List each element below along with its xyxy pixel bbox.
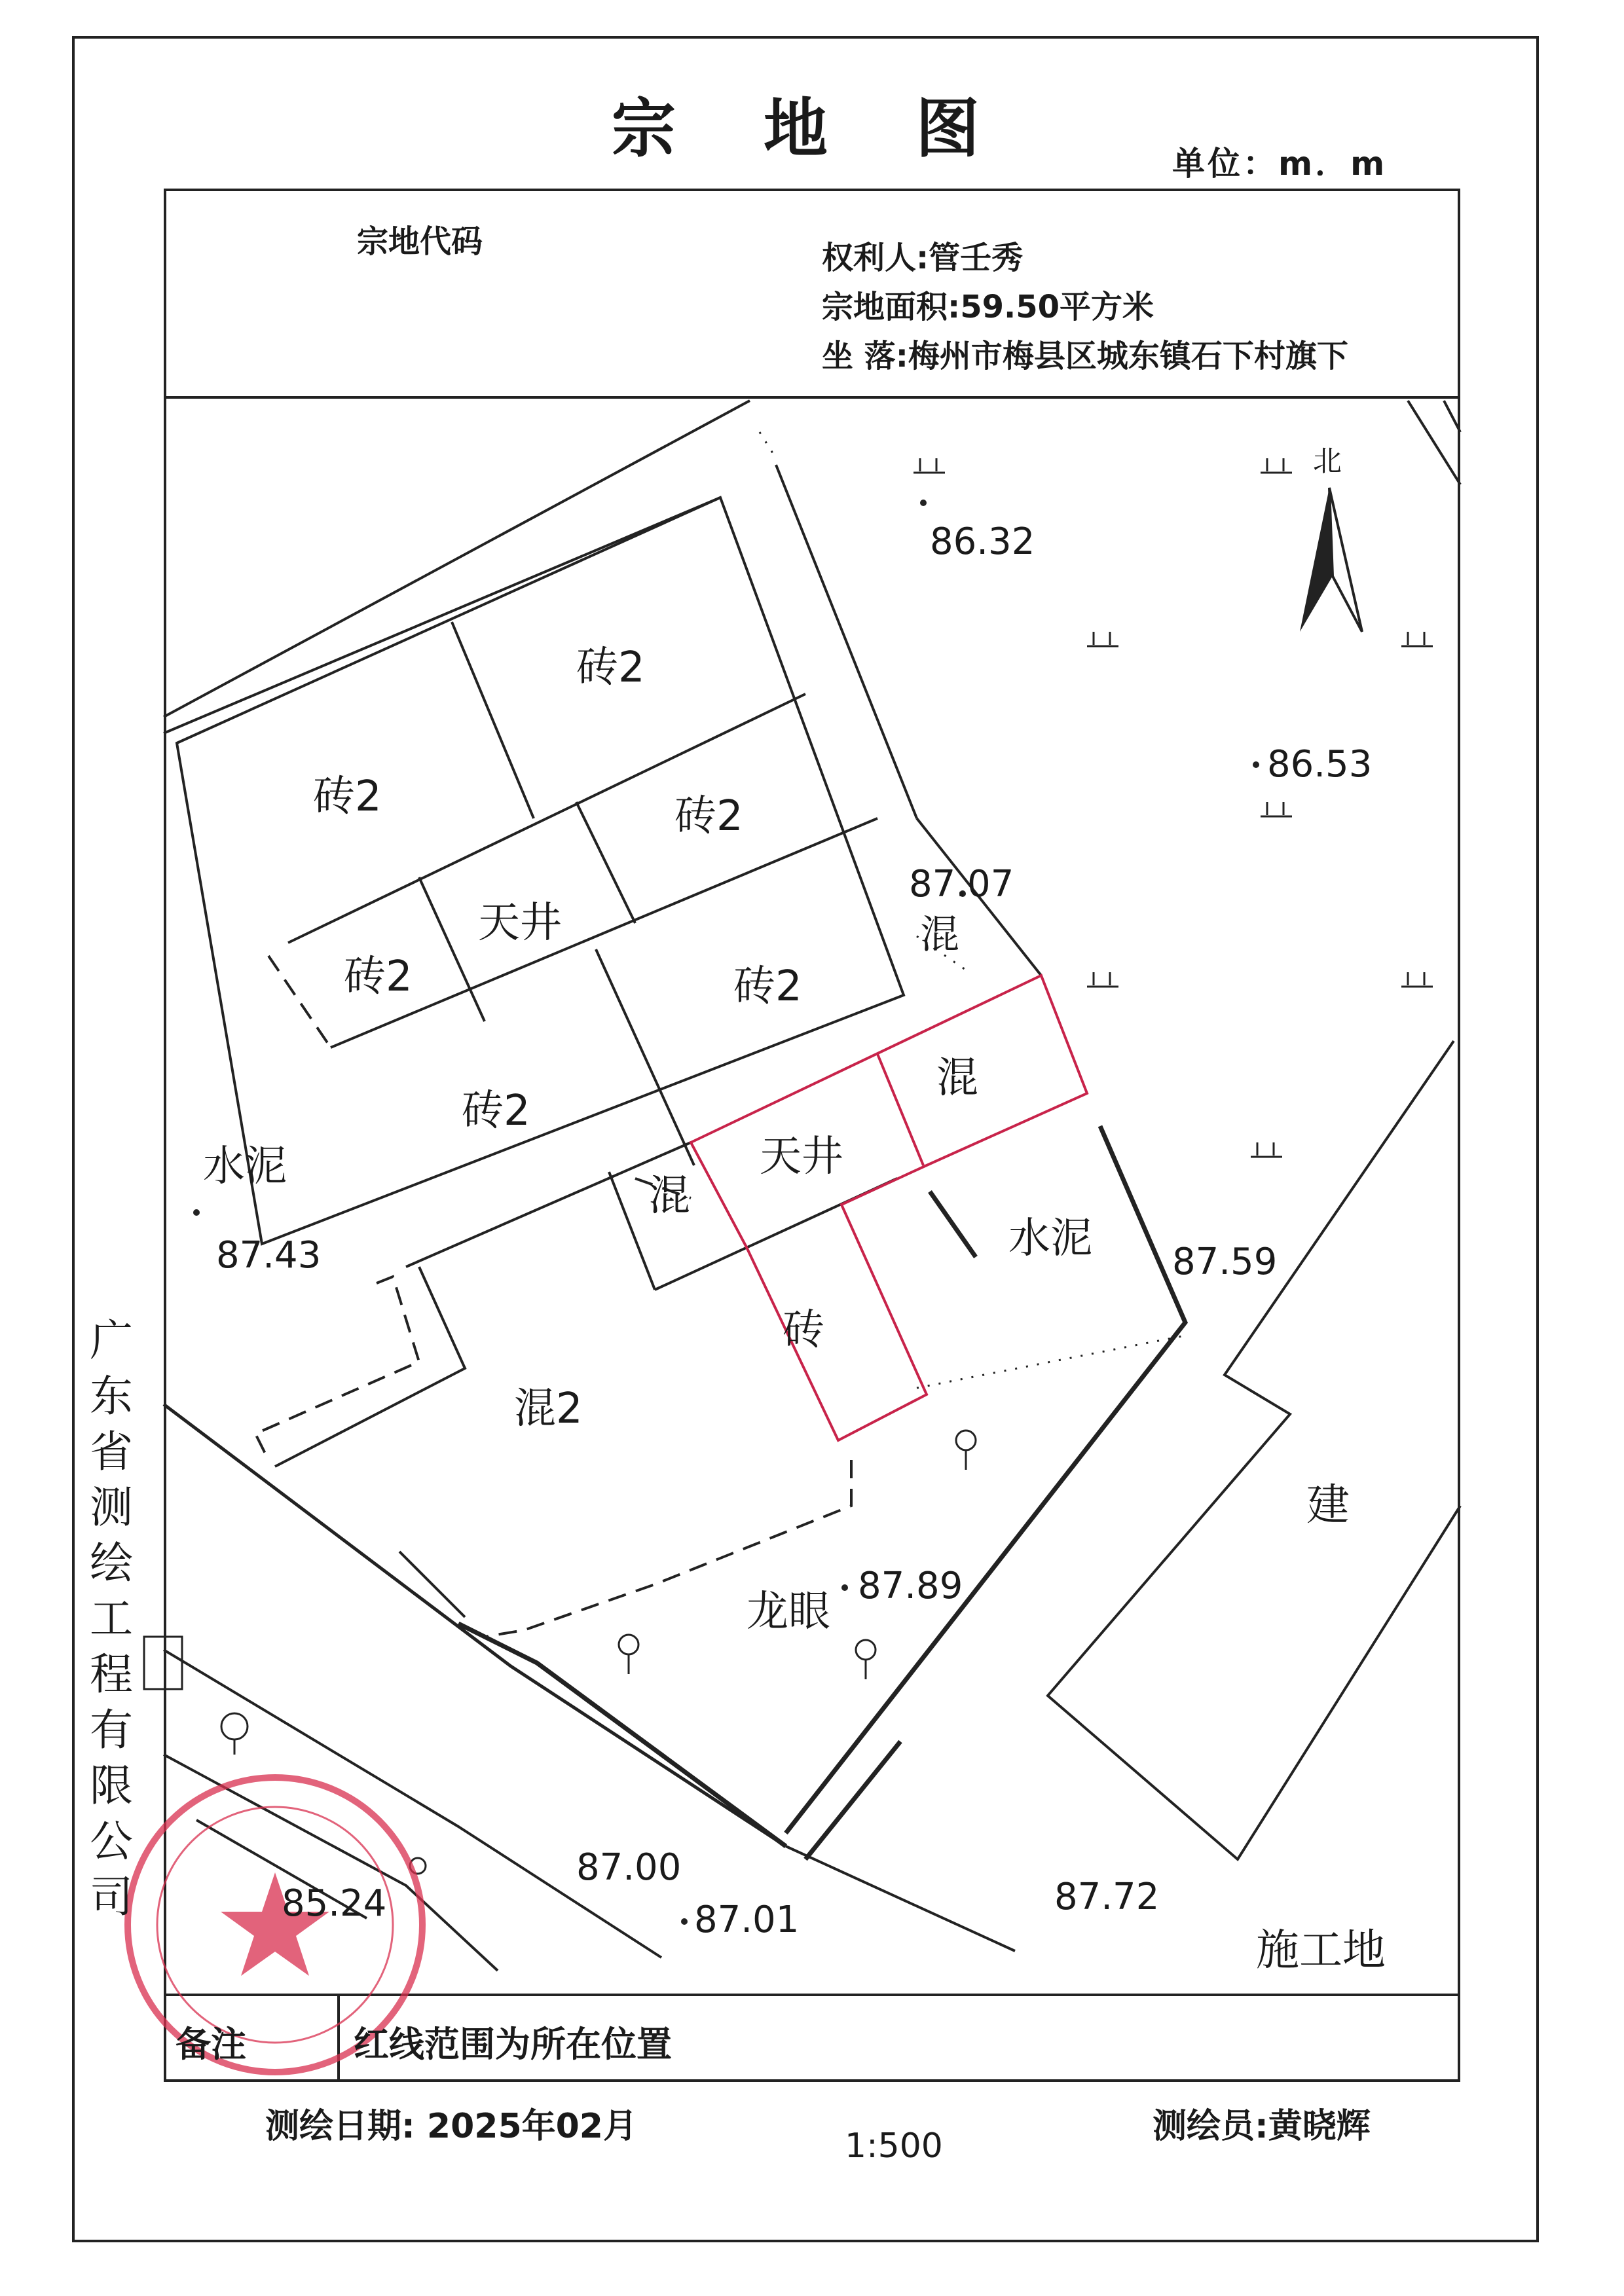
label-concrete: 混 xyxy=(648,1172,690,1220)
label-brick: 砖2 xyxy=(576,644,645,692)
road-edge-2 xyxy=(786,1846,1015,1951)
elevation-label: 85.24 xyxy=(282,1882,387,1925)
elevation-label: 87.01 xyxy=(694,1899,800,1941)
elevation-label: 86.32 xyxy=(930,520,1035,563)
map-title: 宗 地 图 xyxy=(611,92,1013,166)
red-boundary-inner xyxy=(877,1054,923,1165)
surveyor: 测绘员:黄晓辉 xyxy=(1153,2107,1371,2146)
dotted-line-1 xyxy=(917,1336,1185,1388)
dashed-wall-1 xyxy=(268,956,331,1048)
notes-label: 备注 xyxy=(175,2024,246,2065)
label-longan: 龙眼 xyxy=(747,1588,830,1636)
elevation-label: 87.07 xyxy=(909,863,1014,905)
dry-land-icon xyxy=(1401,632,1433,646)
elevation-label: 87.59 xyxy=(1172,1241,1278,1283)
wall-1 xyxy=(452,622,534,818)
parcel-edge-east xyxy=(786,1126,1185,1833)
tree-icon xyxy=(856,1640,876,1660)
label-courtyard: 天井 xyxy=(478,899,562,947)
wall-6 xyxy=(596,949,694,1165)
dry-land-icon xyxy=(913,458,945,473)
tree-icon xyxy=(956,1430,976,1450)
label-building: 建 xyxy=(1306,1480,1350,1530)
dotted-line-3 xyxy=(760,432,776,458)
location-text: 坐 落:梅州市梅县区城东镇石下村旗下 xyxy=(822,338,1348,374)
label-brick: 砖2 xyxy=(344,953,413,1001)
label-construction-site: 施工地 xyxy=(1256,1925,1386,1975)
short-thick-line xyxy=(805,1741,900,1859)
elevation-label: 86.53 xyxy=(1267,743,1373,786)
road-line-top xyxy=(164,401,750,717)
road-line-top-2 xyxy=(164,498,720,733)
elevation-label: 87.00 xyxy=(576,1846,682,1889)
lower-road-1 xyxy=(164,1650,661,1958)
survey-date: 测绘日期: 2025年02月 xyxy=(265,2107,637,2146)
label-cement: 水泥 xyxy=(1008,1214,1092,1263)
dry-land-icon xyxy=(1261,458,1292,473)
dry-land-icon xyxy=(1087,632,1118,646)
elevation-label: 87.72 xyxy=(1054,1876,1160,1918)
label-brick: 砖2 xyxy=(733,962,802,1011)
elevation-label: 87.89 xyxy=(858,1565,963,1607)
dry-land-icon xyxy=(1261,802,1292,816)
wall-3 xyxy=(331,818,877,1048)
building-outline-east xyxy=(1048,1041,1460,1859)
dry-land-icon xyxy=(1251,1142,1282,1157)
label-brick: 砖2 xyxy=(313,773,382,821)
owner-text: 权利人:管壬秀 xyxy=(822,240,1024,276)
label-courtyard: 天井 xyxy=(760,1133,843,1181)
elevation-label: 87.43 xyxy=(216,1234,322,1277)
boundary-ne xyxy=(1408,401,1460,484)
mix2-outline xyxy=(275,1267,465,1467)
scale-label: 1:500 xyxy=(845,2126,943,2166)
area-text: 宗地面积:59.50平方米 xyxy=(822,289,1154,325)
wall-4 xyxy=(419,877,485,1021)
label-concrete: 混 xyxy=(920,912,959,958)
north-arrow xyxy=(1300,488,1362,632)
unit-label: 单位：m．m xyxy=(1172,145,1388,183)
north-arrow-left xyxy=(1300,488,1333,632)
company-name-vertical: 广 东 省 测 绘 工 程 有 限 公 司 xyxy=(90,1315,133,1922)
elevation-points xyxy=(193,500,1259,1925)
notes-text: 红线范围为所在位置 xyxy=(354,2024,672,2065)
signpost-icon xyxy=(144,1637,182,1689)
north-arrow-right xyxy=(1329,488,1362,632)
label-cement: 水泥 xyxy=(203,1142,287,1191)
label-brick: 砖2 xyxy=(674,792,743,841)
dry-land-icon xyxy=(1401,972,1433,987)
label-mix2: 混2 xyxy=(514,1385,583,1433)
dashed-wall-2 xyxy=(255,1277,419,1460)
wall-5 xyxy=(576,802,635,923)
dry-land-symbols xyxy=(913,458,1433,1157)
label-brick: 砖2 xyxy=(462,1087,530,1135)
boundary-ne-2 xyxy=(1444,401,1460,432)
lane-line xyxy=(776,465,917,818)
thick-line-mid xyxy=(930,1192,976,1257)
north-label: 北 xyxy=(1313,445,1342,478)
parcel-code-label: 宗地代码 xyxy=(357,223,483,260)
tree-icon xyxy=(619,1635,638,1654)
tree-icon xyxy=(221,1713,248,1740)
parcel-edge-south xyxy=(458,1624,786,1846)
dry-land-icon xyxy=(1087,972,1118,987)
label-brick-single: 砖 xyxy=(783,1306,824,1355)
label-concrete: 混 xyxy=(936,1054,978,1102)
